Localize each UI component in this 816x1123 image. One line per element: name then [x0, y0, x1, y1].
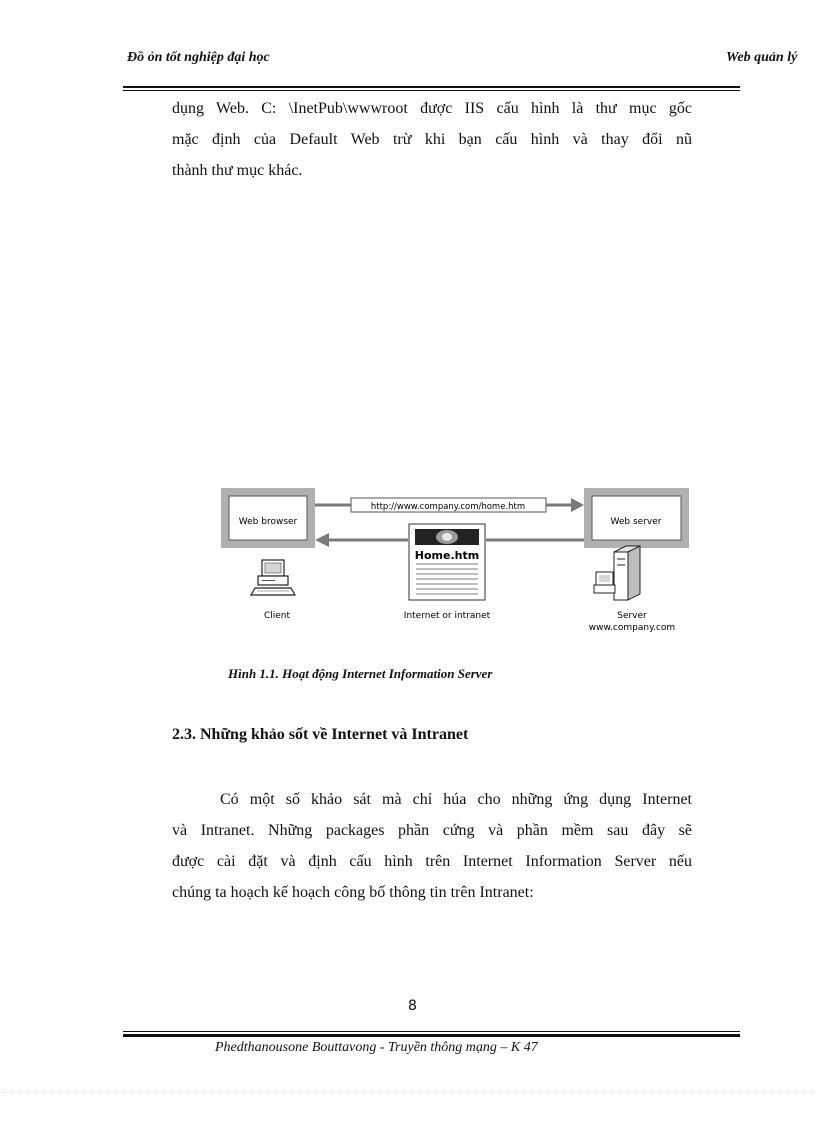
intro-line-1: dụng Web. C: \InetPub\wwwroot được IIS cấu hình là thư mục gốc	[172, 100, 692, 117]
section-line-2: và Intranet. Những packages phần cứng và phần mềm sau đây sẽ	[172, 822, 692, 839]
browser-label: Web browser	[238, 517, 298, 527]
figure-caption: Hình 1.1. Hoạt động Internet Information Server	[228, 666, 493, 681]
iis-diagram	[215, 482, 695, 642]
client-label: Client	[263, 611, 291, 621]
request-arrowhead	[571, 498, 584, 512]
header-rule-thick	[123, 86, 740, 88]
server-caption: Server	[617, 611, 647, 621]
footer-text: Phedthanousone Bouttavong - Truyền thông mạng – K 47	[215, 1040, 538, 1055]
intro-line-3: thành thư mục khác.	[172, 162, 303, 179]
footer-rule-thin	[123, 1031, 740, 1032]
intro-paragraph	[172, 93, 692, 186]
url-label: http://www.company.com/home.htm	[370, 502, 526, 512]
header-title-left: Đồ ỏn tốt nghiệp đại học	[127, 50, 270, 65]
server-tower-icon	[594, 546, 640, 600]
section-line-4: chúng ta hoạch kế hoạch công bố thông tin trên Intranet:	[172, 884, 534, 901]
server-label: Web server	[610, 517, 662, 527]
server-host: www.company.com	[588, 623, 676, 633]
section-line-3: được cài đặt và định cấu hình trên Internet Information Server nếu	[172, 853, 692, 870]
document-title: Home.htm	[414, 549, 480, 562]
intro-line-2: mặc định của Default Web trừ khi bạn cấu hình và thay đổi nũ	[172, 131, 692, 148]
section-heading: 2.3. Những khảo sốt về Internet và Intranet	[172, 726, 469, 743]
section-line-1: Có một số khảo sát mà chỉ húa cho những ứng dụng Internet	[220, 791, 692, 808]
page-edge-divider	[0, 1092, 816, 1093]
document-icon	[409, 524, 485, 600]
response-arrowhead	[315, 533, 329, 547]
section-paragraph	[172, 784, 692, 908]
client-computer-icon	[251, 560, 295, 595]
network-label: Internet or intranet	[403, 611, 491, 621]
header-rule-thin	[123, 90, 740, 91]
header-title-right: Web quản lý	[726, 50, 798, 65]
footer-rule-thick	[123, 1034, 740, 1037]
page-number: 8	[408, 998, 417, 1014]
